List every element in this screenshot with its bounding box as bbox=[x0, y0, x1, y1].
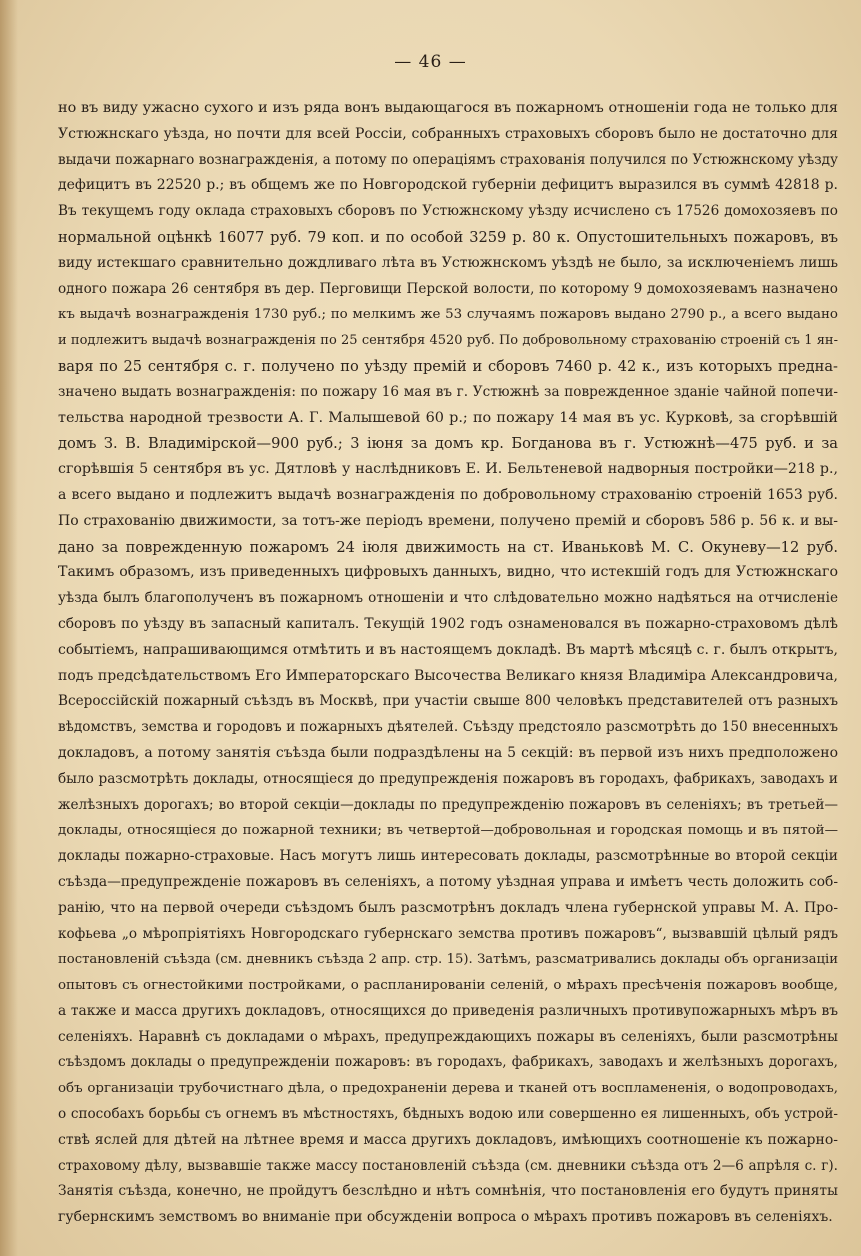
text-line: кофьева „о мѣропріятіяхъ Новгородскаго губернскаго земства противъ пожаровъ“, вызвавшій цѣлый рядъ bbox=[58, 925, 838, 942]
text-line: постановленій съѣзда (см. дневникъ съѣзда 2 апр. стр. 15). Затѣмъ, разсматривались доклады объ организаціи bbox=[58, 952, 838, 968]
text-line: сгорѣвшія 5 сентября въ ус. Дятловѣ у наслѣдниковъ Е. И. Бельтеневой надворныя постройки—218 р., bbox=[58, 461, 838, 478]
text-line: тельства народной трезвости А. Г. Малышевой 60 р.; по пожару 14 мая въ ус. Курковѣ, за сгорѣвшій bbox=[58, 409, 838, 426]
text-line: событіемъ, напрашивающимся отмѣтить и въ настоящемъ докладѣ. Въ мартѣ мѣсяцѣ с. г. былъ открытъ, bbox=[58, 641, 838, 658]
text-line: ствѣ яслей для дѣтей на лѣтнее время и масса другихъ докладовъ, имѣющихъ соотношеніе къ пожарно- bbox=[58, 1131, 838, 1148]
text-line: нормальной оцѣнкѣ 16077 руб. 79 коп. и по особой 3259 р. 80 к. Опустошительныхъ пожаровъ, въ bbox=[58, 228, 838, 246]
text-line: одного пожара 26 сентября въ дер. Перговищи Перской волости, по которому 9 домохозяевамъ назначено bbox=[58, 280, 838, 297]
text-line: объ организаціи трубочистнаго дѣла, о предохраненіи дерева и тканей отъ воспламененія, о водопроводахъ, bbox=[58, 1081, 838, 1097]
body-text bbox=[58, 96, 838, 1231]
text-line: было разсмотрѣть доклады, относящіеся до предупрежденія пожаровъ въ городахъ, фабрикахъ, заводахъ и bbox=[58, 770, 838, 787]
text-line: съѣзда—предупрежденіе пожаровъ въ селеніяхъ, а потому уѣздная управа и имѣетъ честь доложить соб- bbox=[58, 873, 838, 890]
text-line: но въ виду ужасно сухого и изъ ряда вонъ выдающагося въ пожарномъ отношеніи года не только для bbox=[58, 100, 838, 116]
text-line: доклады, относящіеся до пожарной техники; въ четвертой—добровольная и городская помощь и въ пятой— bbox=[58, 823, 838, 839]
text-line: и подлежитъ выдачѣ вознагражденія по 25 сентября 4520 руб. По добровольному страхованію строеній съ 1 ян- bbox=[58, 333, 838, 349]
text-line: а всего выдано и подлежитъ выдачѣ вознагражденія по добровольному страхованію строеній 1653 руб. bbox=[58, 486, 838, 503]
text-line: дефицитъ въ 22520 р.; въ общемъ же по Новгородской губерніи дефицитъ выразился въ суммѣ 42818 р. bbox=[58, 177, 838, 194]
text-line: Всероссійскій пожарный съѣздъ въ Москвѣ, при участіи свыше 800 человѣкъ представителей отъ разныхъ bbox=[58, 693, 838, 710]
text-line: ранію, что на первой очереди съѣздомъ былъ разсмотрѣнъ докладъ члена губернской управы М. А. Про- bbox=[58, 899, 838, 916]
text-line: а также и масса другихъ докладовъ, относящихся до приведенія различныхъ противупожарныхъ мѣръ въ bbox=[58, 1002, 838, 1019]
text-line: сборовъ по уѣзду въ запасный капиталъ. Текущій 1902 годъ ознаменовался въ пожарно-страховомъ дѣлѣ bbox=[58, 615, 838, 632]
text-line: значено выдать вознагражденія: по пожару 16 мая въ г. Устюжнѣ за поврежденное зданіе чайной попечи- bbox=[58, 383, 838, 400]
text-line: докладовъ, а потому занятія съѣзда были подраздѣлены на 5 секцій: въ первой изъ нихъ предположено bbox=[58, 744, 838, 761]
page-edge-shadow bbox=[0, 0, 18, 1256]
text-line: домъ З. В. Владимірской—900 руб.; 3 іюня за домъ кр. Богданова въ г. Устюжнѣ—475 руб. и за bbox=[58, 435, 838, 453]
text-line: губернскимъ земствомъ во вниманіе при обсужденіи вопроса о мѣрахъ противъ пожаровъ въ селеніяхъ. bbox=[58, 1209, 833, 1226]
text-line: уѣзда былъ благополученъ въ пожарномъ отношеніи и что слѣдовательно можно надѣяться на отчисленіе bbox=[58, 590, 838, 607]
text-line: селеніяхъ. Наравнѣ съ докладами о мѣрахъ, предупреждающихъ пожары въ селеніяхъ, были разсмотрѣны bbox=[58, 1028, 838, 1045]
text-line: виду истекшаго сравнительно дождливаго лѣта въ Устюжнскомъ уѣздѣ не было, за исключеніемъ лишь bbox=[58, 254, 838, 271]
text-line: желѣзныхъ дорогахъ; во второй секціи—доклады по предупрежденію пожаровъ въ селеніяхъ; въ третьей— bbox=[58, 796, 838, 813]
text-line: о способахъ борьбы съ огнемъ въ мѣстностяхъ, бѣдныхъ водою или совершенно ея лишенныхъ, объ устрой- bbox=[58, 1106, 838, 1123]
text-line: Такимъ образомъ, изъ приведенныхъ цифровыхъ данныхъ, видно, что истекшій годъ для Устюжнскаго bbox=[58, 564, 838, 581]
text-line: варя по 25 сентября с. г. получено по уѣзду премій и сборовъ 7460 р. 42 к., изъ которыхъ предна- bbox=[58, 357, 838, 375]
text-line: По страхованію движимости, за тотъ-же періодъ времени, получено премій и сборовъ 586 р. 56 к. и вы- bbox=[58, 512, 838, 529]
text-line: съѣздомъ доклады о предупрежденіи пожаровъ: въ городахъ, фабрикахъ, заводахъ и желѣзныхъ дорогахъ, bbox=[58, 1054, 838, 1071]
text-line: Устюжнскаго уѣзда, но почти для всей Россіи, собранныхъ страховыхъ сборовъ было не достаточно для bbox=[58, 125, 838, 142]
text-line: Въ текущемъ году оклада страховыхъ сборовъ по Устюжнскому уѣзду исчислено съ 17526 домохозяевъ по bbox=[58, 203, 838, 220]
page-number: — 46 — bbox=[394, 52, 467, 72]
text-line: опытовъ съ огнестойкими постройками, о распланированіи селеній, о мѣрахъ пресѣченія пожаровъ вообще, bbox=[58, 978, 838, 994]
text-line: вѣдомствъ, земства и городовъ и пожарныхъ дѣятелей. Съѣзду предстояло разсмотрѣть до 150 внесенныхъ bbox=[58, 719, 838, 736]
text-line: Занятія съѣзда, конечно, не пройдутъ безслѣдно и нѣтъ сомнѣнія, что постановленія его будутъ приняты bbox=[58, 1183, 838, 1200]
text-line: дано за поврежденную пожаромъ 24 іюля движимость на ст. Иваньковѣ М. С. Окуневу—12 руб. bbox=[58, 538, 838, 556]
text-line: страховому дѣлу, вызвавшіе также массу постановленій съѣзда (см. дневники съѣзда отъ 2—6 апрѣля с. г). bbox=[58, 1157, 838, 1174]
text-line: подъ предсѣдательствомъ Его Императорскаго Высочества Великаго князя Владиміра Александровича, bbox=[58, 667, 838, 684]
text-line: къ выдачѣ вознагражденія 1730 руб.; по мелкимъ же 53 случаямъ пожаровъ выдано 2790 р., а всего выдано bbox=[58, 307, 838, 323]
text-line: доклады пожарно-страховые. Насъ могутъ лишь интересовать доклады, разсмотрѣнные во второй секціи bbox=[58, 848, 838, 865]
text-line: выдачи пожарнаго вознагражденія, а потому по операціямъ страхованія получился по Устюжнскому уѣзду bbox=[58, 151, 838, 168]
